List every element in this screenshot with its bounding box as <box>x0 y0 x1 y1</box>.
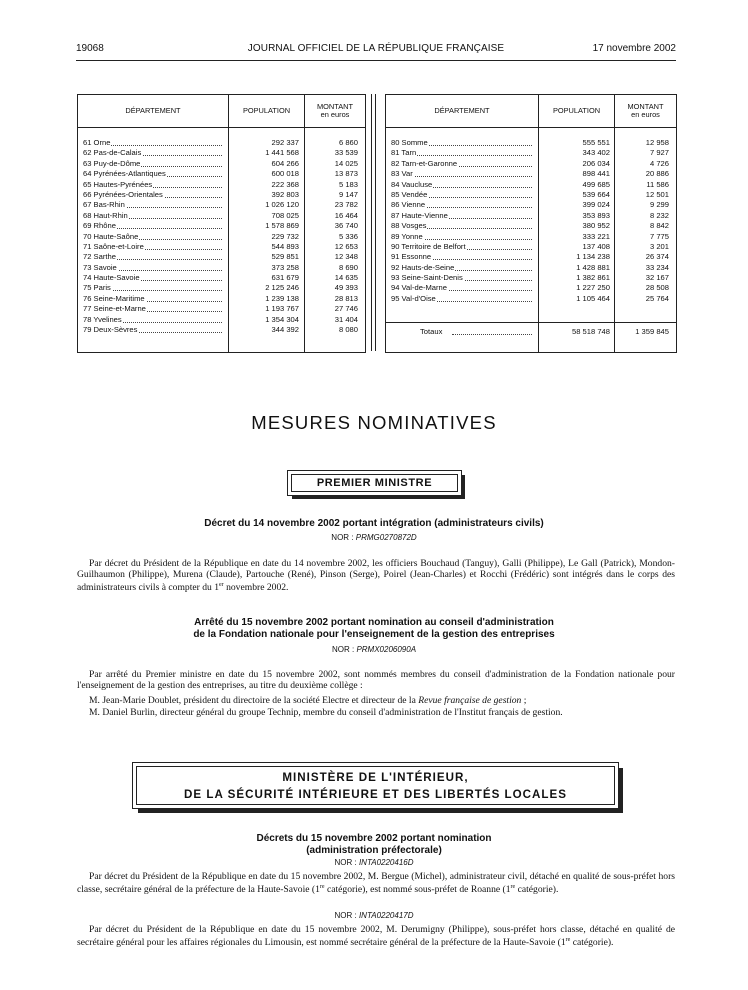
montant-cell: 14 025 <box>334 158 358 168</box>
departement-name: 84 Vaucluse <box>391 179 433 189</box>
departement-name: 92 Hauts-de-Seine <box>391 262 455 272</box>
journal-title: JOURNAL OFFICIEL DE LA RÉPUBLIQUE FRANÇAISE <box>247 43 505 54</box>
table-row <box>78 304 365 314</box>
montant-cell: 8 690 <box>338 262 358 272</box>
departement-name: 78 Yvelines <box>83 314 122 324</box>
population-cell: 1 239 138 <box>265 293 299 303</box>
decree-title: Décret du 14 novembre 2002 portant intégration (administrateurs civils) <box>204 518 544 529</box>
table-header <box>78 95 365 128</box>
table-row <box>78 169 365 179</box>
population-cell: 1 134 238 <box>576 252 610 262</box>
table-row <box>386 211 676 221</box>
departement-name: 89 Yonne <box>391 231 423 241</box>
population-cell: 2 125 246 <box>265 283 299 293</box>
departement-name: 64 Pyrénées-Atlantiques <box>83 169 166 179</box>
table-row <box>386 221 676 231</box>
montant-cell: 5 336 <box>338 231 358 241</box>
col-header-montant <box>615 95 676 127</box>
table-row <box>386 169 676 179</box>
departement-name: 85 Vendée <box>391 189 428 199</box>
population-cell: 373 258 <box>271 262 299 272</box>
population-cell: 1 105 464 <box>576 293 610 303</box>
departement-name: 67 Bas-Rhin <box>83 200 125 210</box>
montant-unit: en euros <box>631 110 660 119</box>
table-header <box>386 95 676 128</box>
col-header-departement: DÉPARTEMENT <box>125 106 181 115</box>
departement-name: 65 Hautes-Pyrénées <box>83 179 153 189</box>
population-cell: 1 227 250 <box>576 283 610 293</box>
table-row <box>78 211 365 221</box>
departement-name: 95 Val-d'Oise <box>391 293 436 303</box>
table-row <box>386 252 676 262</box>
departement-name: 75 Paris <box>83 283 111 293</box>
table-row <box>386 159 676 169</box>
population-cell: 353 893 <box>582 210 610 220</box>
ministry-heading-line1: MINISTÈRE DE L'INTÉRIEUR, <box>282 771 469 784</box>
decrees-title-line2: (administration préfectorale) <box>306 845 442 856</box>
population-cell: 898 441 <box>582 169 610 179</box>
table-row <box>78 138 365 148</box>
departement-name: 68 Haut-Rhin <box>83 210 128 220</box>
population-cell: 206 034 <box>582 158 610 168</box>
montant-cell: 16 464 <box>334 210 358 220</box>
population-cell: 499 685 <box>582 179 610 189</box>
montant-cell: 49 393 <box>334 283 358 293</box>
montant-cell: 27 746 <box>334 304 358 314</box>
nor-reference: NOR : INTA0220416D <box>334 858 414 867</box>
arrete-member-2: M. Daniel Burlin, directeur général du groupe Technip, membre du conseil d'administration de l'Institut français de gestion. <box>89 707 563 718</box>
table-row <box>78 273 365 283</box>
montant-cell: 20 886 <box>645 169 669 179</box>
population-cell: 604 266 <box>271 158 299 168</box>
table-row <box>386 232 676 242</box>
departement-name: 70 Haute-Saône <box>83 231 139 241</box>
table-row <box>78 180 365 190</box>
population-cell: 1 193 767 <box>265 304 299 314</box>
montant-cell: 32 167 <box>645 273 669 283</box>
montant-cell: 9 299 <box>649 200 669 210</box>
montant-label: MONTANT <box>627 102 664 111</box>
table-row <box>78 221 365 231</box>
decree-text: Par décret du Président de la République en date du 15 novembre 2002, M. Derumigny (Philippe), sous-préfet hors classe, détaché en qualité de secrétaire général pour les affaires régionales du Limousin, est nommé secrétaire général de la préfecture de la Haute-Savoie (1re catégorie). <box>77 924 675 949</box>
departement-table-left <box>77 94 366 353</box>
montant-cell: 8 232 <box>649 210 669 220</box>
departement-name: 76 Seine-Maritime <box>83 293 145 303</box>
population-cell: 1 354 304 <box>265 314 299 324</box>
montant-cell: 12 501 <box>645 189 669 199</box>
montant-cell: 25 764 <box>645 293 669 303</box>
population-cell: 1 578 869 <box>265 221 299 231</box>
departement-name: 63 Puy-de-Dôme <box>83 158 141 168</box>
departement-name: 74 Haute-Savoie <box>83 273 140 283</box>
decrees-title-line1: Décrets du 15 novembre 2002 portant nomination <box>256 833 492 844</box>
page-number: 19068 <box>76 43 104 54</box>
montant-cell: 13 873 <box>334 169 358 179</box>
montant-cell: 33 234 <box>645 262 669 272</box>
table-row <box>386 180 676 190</box>
population-cell: 555 551 <box>582 138 610 147</box>
departement-name: 91 Essonne <box>391 252 432 262</box>
population-cell: 529 851 <box>271 252 299 262</box>
table-row <box>78 283 365 293</box>
montant-cell: 36 740 <box>334 221 358 231</box>
departement-name: 61 Orne <box>83 138 111 147</box>
population-cell: 1 428 881 <box>576 262 610 272</box>
section-title: MESURES NOMINATIVES <box>251 412 497 433</box>
table-row <box>78 242 365 252</box>
montant-cell: 8 842 <box>649 221 669 231</box>
col-header-population: POPULATION <box>242 106 291 115</box>
total-row <box>386 322 676 341</box>
departement-name: 94 Val-de-Marne <box>391 283 447 293</box>
header-rule <box>76 60 676 61</box>
table-row <box>78 190 365 200</box>
population-cell: 708 025 <box>271 210 299 220</box>
nor-reference: NOR : PRMX0206090A <box>331 645 417 654</box>
population-cell: 600 018 <box>271 169 299 179</box>
table-row <box>78 148 365 158</box>
departement-name: 79 Deux-Sèvres <box>83 325 138 335</box>
montant-cell: 5 183 <box>338 179 358 189</box>
departement-name: 66 Pyrénées-Orientales <box>83 189 163 199</box>
col-header-montant <box>305 95 365 127</box>
table-row <box>78 315 365 325</box>
montant-cell: 12 348 <box>334 252 358 262</box>
departement-name: 83 Var <box>391 169 413 179</box>
montant-cell: 28 508 <box>645 283 669 293</box>
montant-cell: 4 726 <box>649 158 669 168</box>
table-row <box>386 294 676 304</box>
nor-reference: NOR : PRMG0270872D <box>331 533 417 542</box>
table-row <box>386 138 676 148</box>
departement-name: 73 Savoie <box>83 262 117 272</box>
table-row <box>386 283 676 293</box>
montant-cell: 12 958 <box>645 138 669 147</box>
departement-name: 93 Seine-Saint-Denis <box>391 273 463 283</box>
arrete-title-line2: de la Fondation nationale pour l'enseignement de la gestion des entreprises <box>193 629 555 640</box>
population-cell: 292 337 <box>271 138 299 147</box>
population-cell: 1 026 120 <box>265 200 299 210</box>
population-cell: 344 392 <box>271 325 299 335</box>
table-row <box>78 232 365 242</box>
population-cell: 333 221 <box>582 231 610 241</box>
table-row <box>78 252 365 262</box>
decree-text: Par décret du Président de la République en date du 15 novembre 2002, M. Bergue (Michel), administrateur civil, détaché en qualité de sous-préfet hors classe, secrétaire général de la préfecture de la Haute-Savoie (1re catégorie), est nommé sous-préfet de Roanne (1re catégorie). <box>77 871 675 896</box>
population-cell: 380 952 <box>582 221 610 231</box>
departement-name: 62 Pas-de-Calais <box>83 148 142 158</box>
montant-cell: 26 374 <box>645 252 669 262</box>
table-row <box>386 263 676 273</box>
population-cell: 343 402 <box>582 148 610 158</box>
departement-table-right <box>385 94 677 353</box>
decree-text: Par décret du Président de la République en date du 14 novembre 2002, les officiers Bouchaud (Tanguy), Galli (Philippe), Le Gall (Patrick), Mondon-Guilhaumon (Philippe), Murena (Claude), Partouche (René), Pinson (Serge), Poirel (Jean-Charles) et Rocchi (Frédéric) sont intégrés dans le corps des administrateurs civils à compter du 1er novembre 2002. <box>77 558 675 594</box>
total-label: Totaux <box>420 327 443 336</box>
departement-name: 69 Rhône <box>83 221 116 231</box>
population-cell: 631 679 <box>271 273 299 283</box>
table-row <box>78 325 365 335</box>
table-row <box>386 190 676 200</box>
montant-cell: 28 813 <box>334 293 358 303</box>
montant-cell: 6 860 <box>338 138 358 147</box>
population-cell: 544 893 <box>271 241 299 251</box>
table-body <box>386 138 676 304</box>
ministry-box <box>287 470 462 496</box>
population-cell: 222 368 <box>271 179 299 189</box>
table-row <box>78 159 365 169</box>
table-row <box>386 242 676 252</box>
montant-cell: 7 775 <box>649 231 669 241</box>
montant-label: MONTANT <box>317 102 353 111</box>
total-population: 58 518 748 <box>571 327 610 336</box>
departement-name: 71 Saône-et-Loire <box>83 241 144 251</box>
col-header-departement: DÉPARTEMENT <box>434 106 490 115</box>
departement-name: 81 Tarn <box>391 148 417 158</box>
ministry-heading <box>136 766 615 805</box>
nor-reference: NOR : INTA0220417D <box>334 911 414 920</box>
col-header-population: POPULATION <box>552 106 601 115</box>
montant-unit: en euros <box>320 110 350 119</box>
population-cell: 1 382 861 <box>576 273 610 283</box>
table-body <box>78 138 365 335</box>
leader-dots <box>452 334 532 335</box>
departement-name: 90 Territoire de Belfort <box>391 241 466 251</box>
population-cell: 399 024 <box>582 200 610 210</box>
page-header <box>76 43 676 57</box>
table-row <box>386 273 676 283</box>
departement-name: 88 Vosges <box>391 221 427 231</box>
montant-cell: 33 539 <box>334 148 358 158</box>
montant-cell: 23 782 <box>334 200 358 210</box>
table-row <box>78 294 365 304</box>
ministry-heading-line2: DE LA SÉCURITÉ INTÉRIEURE ET DES LIBERTÉS LOCALES <box>184 788 567 801</box>
departement-name: 86 Vienne <box>391 200 426 210</box>
departement-name: 80 Somme <box>391 138 428 147</box>
arrete-title-line1: Arrêté du 15 novembre 2002 portant nomination au conseil d'administration <box>194 617 554 628</box>
arrete-member-1: M. Jean-Marie Doublet, président du directoire de la société Electre et directeur de la Revue française de gestion ; <box>89 695 527 706</box>
arrete-intro: Par arrêté du Premier ministre en date du 15 novembre 2002, sont nommés membres du conseil d'administration de la Fondation nationale pour l'enseignement de la gestion des entreprises, au titre du deuxième collège : <box>77 669 675 691</box>
population-cell: 1 441 568 <box>265 148 299 158</box>
table-row <box>386 200 676 210</box>
montant-cell: 9 147 <box>338 189 358 199</box>
table-row <box>78 263 365 273</box>
table-row <box>78 200 365 210</box>
departement-name: 87 Haute-Vienne <box>391 210 448 220</box>
issue-date: 17 novembre 2002 <box>592 43 676 54</box>
ministry-heading: PREMIER MINISTRE <box>291 474 458 492</box>
ministry-box <box>132 762 619 809</box>
montant-cell: 8 080 <box>338 325 358 335</box>
montant-cell: 11 586 <box>646 179 669 189</box>
montant-cell: 12 653 <box>334 241 358 251</box>
montant-cell: 14 635 <box>334 273 358 283</box>
montant-cell: 31 404 <box>334 314 358 324</box>
population-cell: 137 408 <box>582 241 610 251</box>
montant-cell: 3 201 <box>649 241 669 251</box>
population-cell: 392 803 <box>271 189 299 199</box>
table-separator <box>371 94 376 351</box>
population-cell: 539 664 <box>582 189 610 199</box>
total-montant: 1 359 845 <box>635 327 669 336</box>
population-cell: 229 732 <box>271 231 299 241</box>
leader-dots <box>396 176 532 177</box>
departement-name: 82 Tarn-et-Garonne <box>391 158 458 168</box>
departement-name: 77 Seine-et-Marne <box>83 304 146 314</box>
table-row <box>386 148 676 158</box>
montant-cell: 7 927 <box>649 148 669 158</box>
departement-name: 72 Sarthe <box>83 252 116 262</box>
